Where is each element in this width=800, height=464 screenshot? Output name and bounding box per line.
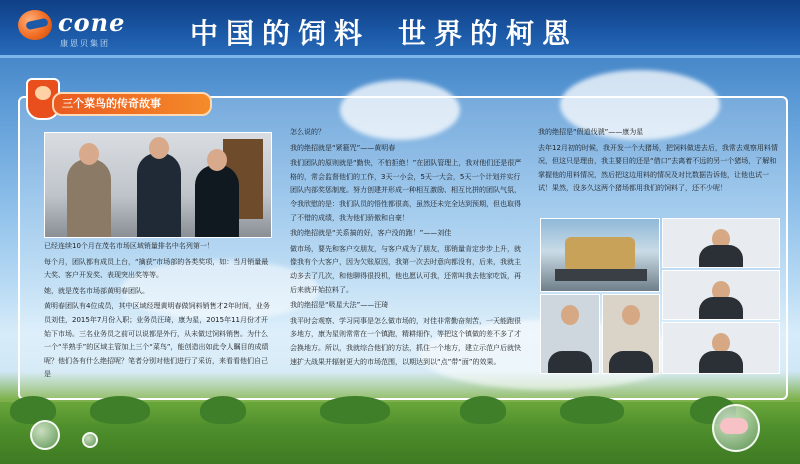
paragraph: 做市场，要先和客户交朋友，与客户成为了朋友，那销量肯定步步上升，就像我有个大客户，因为欠账原因，我第一次去时意向都没有，后来，我就主动多去了几次，和他聊得很投机，他也愿认可我，还常叫我去他家吃饭，再后来就开始拉料了。: [290, 244, 521, 294]
logo-text: cone: [58, 8, 126, 37]
paragraph: 去年12月初的时候，我开发一个大猪场，把饲料做进去后，我常去观察用料情况，但这只是理由，我主要目的还是“借口”去离着不远的另一个猪场，了解和掌握他的用料情况，然后把这边用料的情况及对比数据告诉他，让他也试一试！果然，没多久这两个猪场都用我们的饲料了，还不少呢！: [538, 143, 778, 193]
logo-subtitle: 康恩贝集团: [60, 39, 110, 48]
subheading: 我的绝招是“假道伐虢”——康为星: [538, 128, 644, 136]
column-3: [538, 126, 778, 198]
subheading: 我的绝招就是“紧箍咒”——黄明春: [290, 143, 396, 152]
column-1: [44, 240, 274, 384]
portrait-photo: [602, 294, 660, 374]
paragraph: 每个月，团队都有成员上台，“擒获”市场部的各类奖项，如：当月销量最大奖、客户开发奖、表现突出奖等等。: [44, 257, 269, 280]
bubble: [30, 420, 60, 450]
team-photo: [44, 132, 272, 238]
column-2: [290, 126, 525, 371]
team-member: [195, 165, 239, 237]
portrait-photo: [662, 218, 780, 268]
logo: [18, 8, 158, 52]
paragraph: 她，就是茂名市场部黄明春团队。: [44, 286, 149, 295]
logo-icon: [18, 10, 52, 40]
slogan-left: 中国的饲料: [190, 17, 371, 50]
truck-photo: [540, 218, 660, 292]
portrait-photo: [540, 294, 600, 374]
pig-icon: [720, 418, 748, 434]
team-member: [67, 159, 111, 237]
bubble: [82, 432, 98, 448]
grass-ground: [0, 402, 800, 464]
tree: [90, 396, 150, 424]
paragraph: 黄明春团队有4位成员，其中区域经理黄明春做饲料销售才2年时间，业务员刘佳，2015年7月份入职；业务员汪琦，康为星，2015年11月份才开始下市场。三名业务员之前可以说都是外行，从未做过饲料销售。为什么一个“半熟手”的区域主管加上三个“菜鸟”，能创造出如此令人瞩目的成绩呢？他们各有什么绝招呢？笔者分别对他们进行了采访，来看看他们自己是: [44, 302, 270, 379]
slogan: [190, 12, 606, 52]
section-badge: [26, 88, 216, 118]
header: [0, 0, 800, 58]
paragraph: 我平时会观察、学习同事是怎么做市场的，对佳非常勤奋刻苦，一天能跑很多地方，康为星则常常在一个镇跑，精耕细作，等把这个镇做的差不多了才会换地方。所以，我就综合他们的方法，抓住一个地方，建立示范户后就快速扩大战果并辐射更大的市场范围，以期达到以“点”带“面”的效果。: [290, 316, 521, 366]
subheading: 我的绝招就是“关系搞的好，客户没的跑！”——刘佳: [290, 229, 452, 238]
tree: [560, 396, 624, 424]
tree: [320, 396, 390, 424]
tree: [200, 396, 246, 424]
badge-title: 三个菜鸟的传奇故事: [62, 97, 161, 110]
paragraph: 怎么说的？: [290, 128, 325, 136]
subheading: 我的绝招是“吸星大法”——汪琦: [290, 301, 389, 310]
portrait-photo: [662, 322, 780, 374]
team-member: [137, 153, 181, 237]
paragraph: 我们团队的原则就是“勤快，不怕拒绝！”在团队管理上，我对他们还是很严格的，常会监督他们的工作，3天一小会，5天一大会，5天一个计划并实行团队内部奖惩制度。努力创建并形成一种相互激励、相互比拼的团队气氛，令我欣慰的是：我们队员的悟性都很高，虽然还未完全达到预期，但也取得了不错的成绩，我为他们骄傲和自豪！: [290, 159, 522, 222]
paragraph: 已经连续10个月在茂名市场区域销量排名中名列第一！: [44, 242, 214, 250]
slogan-right: 世界的柯恩: [398, 17, 579, 50]
tree: [460, 396, 506, 424]
portrait-photo: [662, 270, 780, 320]
photo-grid: [540, 218, 780, 372]
